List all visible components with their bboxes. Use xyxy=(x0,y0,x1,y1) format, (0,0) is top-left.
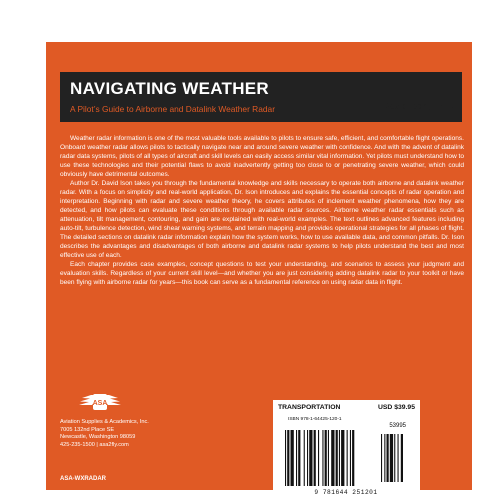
publisher-block xyxy=(60,392,260,449)
category-label: TRANSPORTATION xyxy=(278,404,341,411)
product-code: ASA-WXRADAR xyxy=(60,476,106,482)
publisher-contact: 425-235-1500 | asa2fly.com xyxy=(60,441,129,448)
asa-wings-logo-icon xyxy=(78,392,122,414)
barcode-panel xyxy=(273,400,420,504)
title-band xyxy=(60,72,462,122)
price-addon-code: 53995 xyxy=(389,423,406,429)
book-subtitle: A Pilot’s Guide to Airborne and Datalink Weather Radar xyxy=(70,104,275,114)
publisher-name: Aviation Supplies & Academics, Inc. xyxy=(60,419,149,425)
publisher-city: Newcastle, Washington 98059 xyxy=(60,434,136,441)
barcode-icon xyxy=(281,430,413,488)
publisher-street: 7005 132nd Place SE xyxy=(60,426,115,433)
publisher-address xyxy=(60,419,260,449)
description-text xyxy=(60,134,464,287)
book-title: NAVIGATING WEATHER xyxy=(70,79,269,98)
isbn-label: ISBN 978-1-64425-120-1 xyxy=(288,417,342,422)
author-name: David Ison, Ph.D. xyxy=(382,101,456,111)
description-paragraph: Weather radar information is one of the most valuable tools available to pilots to ensure safe, efficient, and comfortable flight operations. Onboard weather radar allows pilots to tactically navigate near and around severe weather with confidence. And with the advent of datalink radar data systems, pilots of all types of aircraft and skill levels can easily access similar vital information. Yet pilots must understand how to use these technologies and their potential flaws to avoid inadvertently getting too close to or penetrating severe weather, which could obviously have detrimental outcomes. xyxy=(60,135,464,178)
ean-digits: 9 781644 251201 xyxy=(314,489,378,496)
book-back-cover xyxy=(46,42,472,496)
description-paragraph: Author Dr. David Ison takes you through the fundamental knowledge and skills necessary to operate both airborne and datalink weather radar. With a focus on simplicity and real-world application, Dr. Ison introduces and explains the essential concepts of radar operation and interpretation. Beginning with radar and severe weather theory, he covers attributes of inclement weather phenomena, how they are detected, and how pilots can evaluate these conditions through available radar sources. Airborne weather radar essentials such as attenuation, tilt management, contouring, and gain are explained with real-world examples. The text outlines advanced features including auto-tilt, turbulence detection, wind shear warning systems, and terrain mapping and provides operational strategies for all phases of flight. The detailed sections on datalink radar information explain how the system works, how to use available data, and common pitfalls. Dr. Ison describes the advantages and disadvantages of both airborne and datalink radar systems to help pilots understand the best and most effective use of each. xyxy=(60,180,464,259)
description-paragraph: Each chapter provides case examples, concept questions to test your understanding, and scenarios to assess your judgment and evaluation skills. Regardless of your current skill level—and whether you are just considering adding datalink radar to your toolkit or have been flying with airborne radar for years—this book can serve as a fundamental reference on using radar data in flight. xyxy=(60,261,464,286)
asa-logo-text: ASA xyxy=(92,400,108,407)
price-label: USD $39.95 xyxy=(377,404,415,411)
